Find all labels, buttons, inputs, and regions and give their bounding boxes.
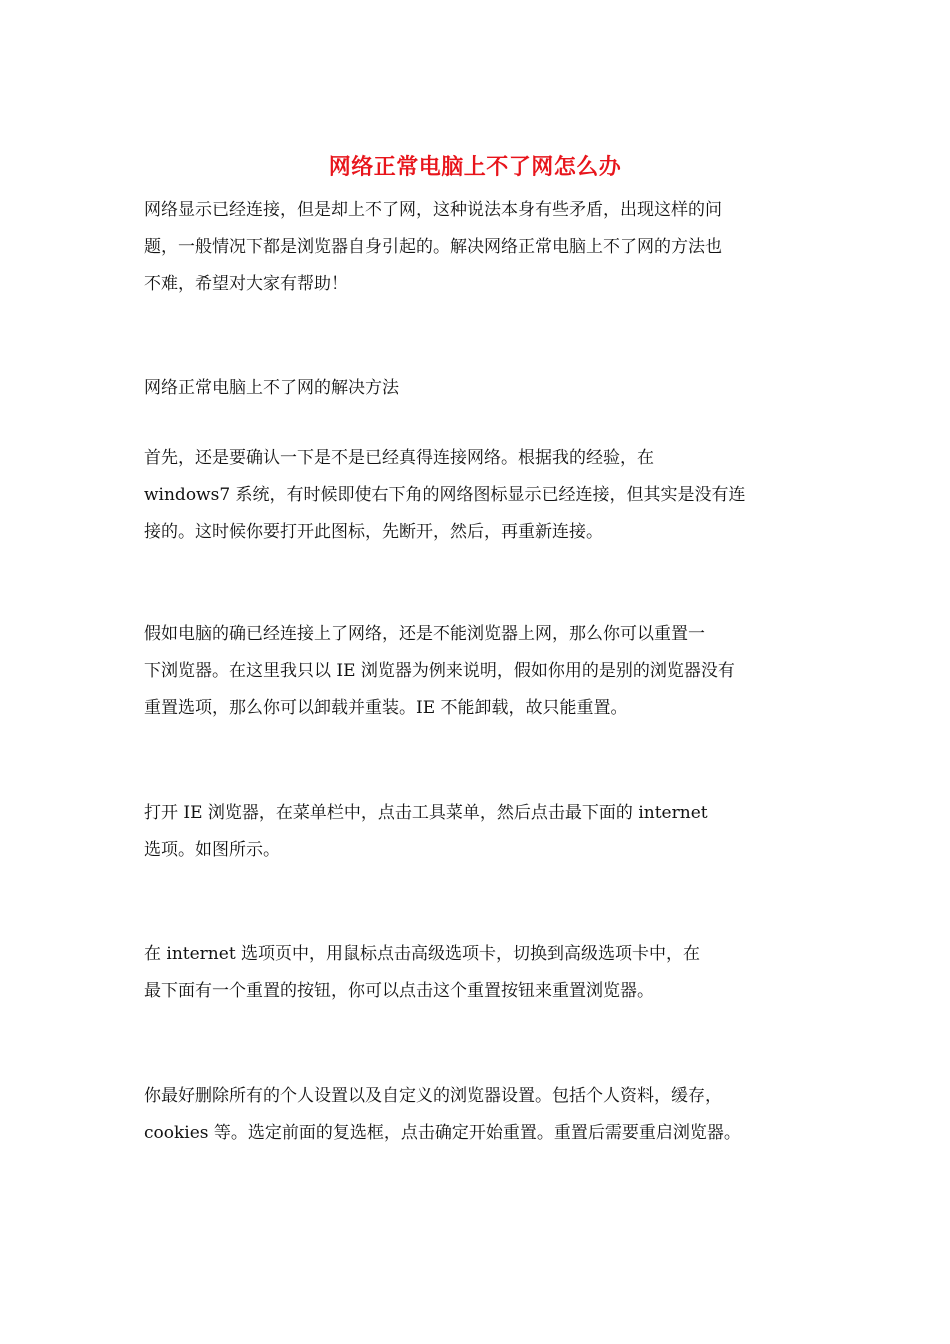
paragraph-1 [144,440,812,551]
paragraph-line: 接的。这时候你要打开此图标，先断开，然后，再重新连接。 [144,522,603,542]
paragraph-line: cookies 等。选定前面的复选框，点击确定开始重置。重置后需要重启浏览器。 [144,1123,741,1143]
paragraph-line: 打开 IE 浏览器，在菜单栏中，点击工具菜单，然后点击最下面的 internet [144,803,708,823]
paragraph-2 [144,616,812,727]
paragraph-line: 下浏览器。在这里我只以 IE 浏览器为例来说明，假如你用的是别的浏览器没有 [144,661,735,681]
paragraph-4 [144,936,812,1010]
paragraph-5 [144,1078,812,1152]
paragraph-line: 你最好删除所有的个人设置以及自定义的浏览器设置。包括个人资料，缓存， [144,1086,722,1106]
paragraph-line: 选项。如图所示。 [144,840,280,860]
paragraph-line: 首先，还是要确认一下是不是已经真得连接网络。根据我的经验，在 [144,448,654,468]
intro-line: 题，一般情况下都是浏览器自身引起的。解决网络正常电脑上不了网的方法也 [144,237,722,257]
paragraph-line: 最下面有一个重置的按钮，你可以点击这个重置按钮来重置浏览器。 [144,981,654,1001]
intro-paragraph [144,192,812,303]
section-heading-text: 网络正常电脑上不了网的解决方法 [144,378,399,398]
intro-line: 网络显示已经连接，但是却上不了网，这种说法本身有些矛盾，出现这样的问 [144,200,722,220]
paragraph-line: windows7 系统，有时候即使右下角的网络图标显示已经连接，但其实是没有连 [144,485,746,505]
paragraph-line: 在 internet 选项页中，用鼠标点击高级选项卡，切换到高级选项卡中，在 [144,944,701,964]
document-title: 网络正常电脑上不了网怎么办 [328,154,622,180]
paragraph-3 [144,795,812,869]
section-heading [144,370,812,407]
intro-line: 不难，希望对大家有帮助！ [144,274,348,294]
paragraph-line: 假如电脑的确已经连接上了网络，还是不能浏览器上网，那么你可以重置一 [144,624,705,644]
paragraph-line: 重置选项，那么你可以卸载并重装。IE 不能卸载，故只能重置。 [144,698,628,718]
